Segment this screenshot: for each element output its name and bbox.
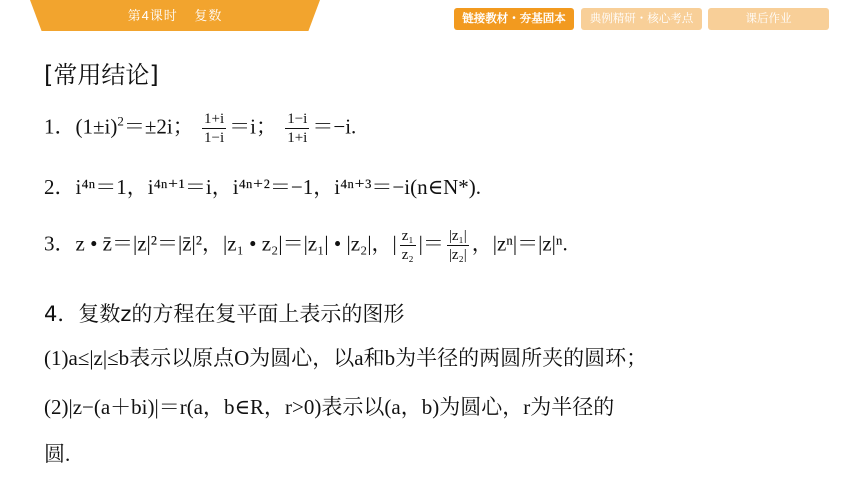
conclusion-1-mid: ＝±2i；: [123, 114, 194, 139]
fraction-3-numerator: z₁: [401, 228, 414, 244]
conclusion-1: [44, 110, 356, 147]
fraction-3: [400, 227, 416, 264]
conclusion-4: 4．复数z的方程在复平面上表示的图形: [44, 302, 405, 326]
fraction-4: [447, 227, 469, 264]
conclusion-1-exponent: 2: [117, 113, 124, 129]
section-heading: [常用结论]: [44, 61, 159, 89]
lesson-topic: 复数: [194, 8, 223, 23]
lesson-number: 第4课时: [127, 8, 178, 23]
fraction-2-numerator: 1−i: [287, 111, 308, 127]
fraction-1: [202, 110, 226, 147]
fraction-1-denominator: 1−i: [203, 130, 225, 146]
fraction-2: [285, 110, 309, 147]
lesson-title: [40, 0, 310, 31]
fraction-3-denominator: z₂: [401, 247, 414, 263]
fraction-4-numerator: |z₁|: [448, 228, 467, 244]
conclusion-1-eq2: ＝−i.: [312, 114, 357, 139]
conclusion-4-1: (1)a≤|z|≤b表示以原点O为圆心，以a和b为半径的两圆所夹的圆环；: [44, 346, 648, 370]
conclusion-2: 2．i⁴ⁿ＝1，i⁴ⁿ⁺¹＝i，i⁴ⁿ⁺²＝−1，i⁴ⁿ⁺³＝−i(n∈N*).: [44, 175, 482, 199]
conclusion-4-2-cont: 圆.: [44, 442, 71, 466]
fraction-4-denominator: |z₂|: [448, 247, 467, 263]
conclusion-3-part1: 3．z • z̄＝|z|²＝|z̄|²，|z₁ • z₂|＝|z₁| • |z₂|，: [44, 231, 393, 256]
nav-button-examples[interactable]: 典例精研・核心考点: [581, 8, 702, 30]
conclusion-1-eq1: ＝i；: [229, 114, 277, 139]
conclusion-1-prefix: 1．(1±i): [44, 114, 118, 139]
conclusion-4-2: (2)|z−(a＋bi)|＝r(a，b∈R，r>0)表示以(a，b)为圆心，r为半径的: [44, 395, 615, 419]
nav-button-textbook[interactable]: 链接教材・夯基固本: [454, 8, 574, 30]
conclusion-3: [44, 227, 568, 264]
abs-close: |＝: [418, 231, 444, 256]
nav-button-homework[interactable]: 课后作业: [708, 8, 829, 30]
fraction-2-denominator: 1+i: [287, 130, 308, 146]
conclusion-3-part2: ，|zⁿ|＝|z|ⁿ.: [471, 231, 568, 256]
top-bar: [0, 0, 860, 34]
fraction-1-numerator: 1+i: [203, 111, 225, 127]
abs-open: |: [392, 231, 397, 256]
